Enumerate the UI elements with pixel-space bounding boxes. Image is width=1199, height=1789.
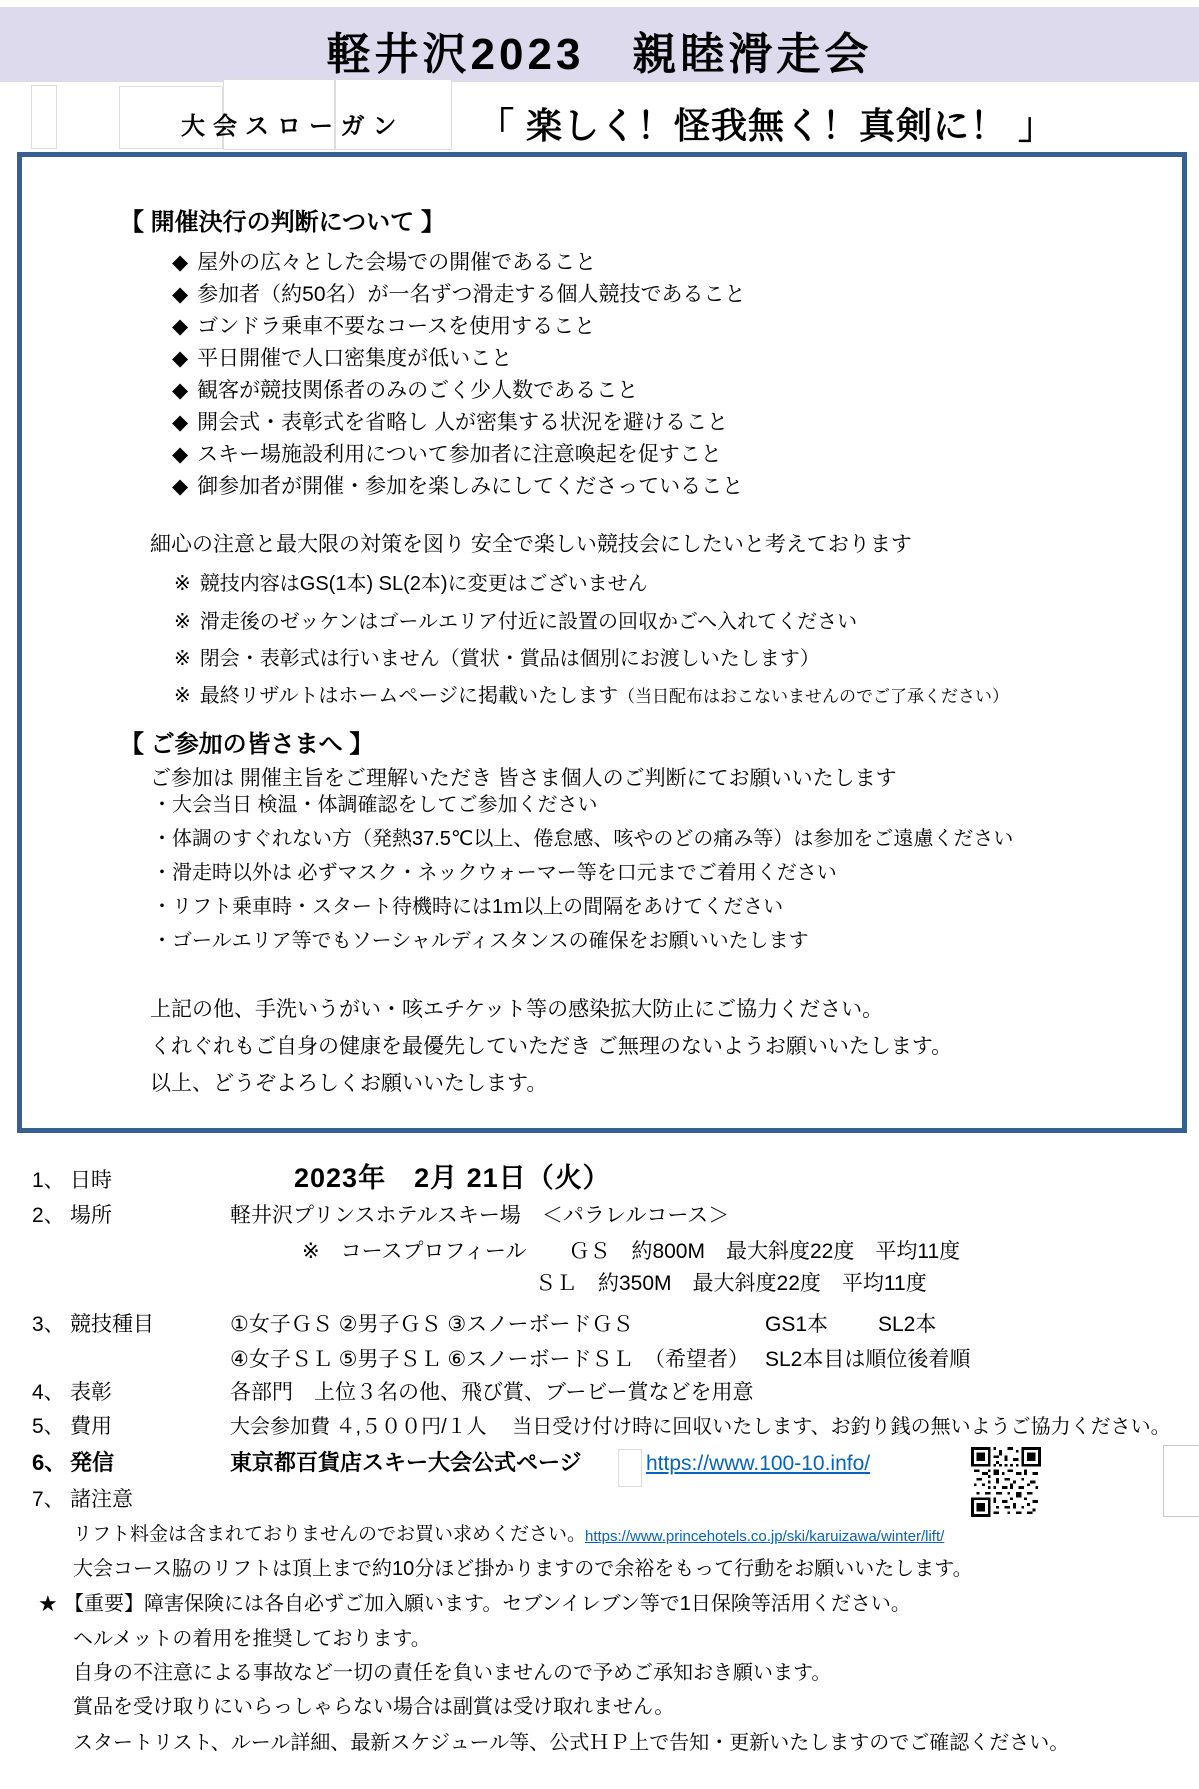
bullet-item xyxy=(152,861,837,886)
row-number: 5、 xyxy=(32,1415,65,1438)
bullet-text: 大会当日 検温・体調確認をしてご参加ください xyxy=(172,794,598,816)
bullet-item xyxy=(172,282,746,308)
slogan-text: 「 楽しく！怪我無く！真剣に！ 」 xyxy=(478,105,1056,146)
events-line2: ④女子ＳＬ ⑤男子ＳＬ ⑥スノーボードＳＬ （希望者） xyxy=(230,1348,750,1371)
row-number: 3、 xyxy=(32,1313,65,1336)
bullet-item xyxy=(172,474,743,500)
dot-icon: ・ xyxy=(152,828,172,850)
diamond-icon: ◆ xyxy=(172,283,189,306)
row-label: 競技種目 xyxy=(70,1313,154,1336)
bullet-text: 滑走時以外は 必ずマスク・ネックウォーマー等を口元までご着用ください xyxy=(172,862,837,884)
bullet-text: リフト乗車時・スタート待機時には1ｍ以上の間隔をあけてください xyxy=(172,896,784,918)
dot-icon: ・ xyxy=(152,794,172,816)
row-number: 4、 xyxy=(32,1381,65,1404)
note-item xyxy=(174,647,820,672)
closing-line: 上記の他、手洗いうがい・咳エチケット等の感染拡大防止にご協力ください。 xyxy=(150,998,884,1021)
empty-cell-box xyxy=(1163,1445,1199,1517)
slogan-label: 大会スローガン xyxy=(181,113,405,140)
note-subtext: （当日配布はおこないませんのでご了承ください） xyxy=(617,687,1009,706)
diamond-icon: ◆ xyxy=(172,379,189,402)
note-line: 自身の不注意による事故など一切の責任を負いませんので予めご承知おき願います。 xyxy=(73,1662,832,1684)
bullet-item xyxy=(172,346,512,372)
diamond-icon: ◆ xyxy=(172,315,189,338)
kome-icon: ※ xyxy=(174,648,191,670)
row-label: 発信 xyxy=(70,1450,115,1475)
course-profile-gs: ※ コースプロフィール ＧＳ 約800M 最大斜度22度 平均11度 xyxy=(302,1240,961,1263)
qr-code xyxy=(971,1447,1041,1517)
dot-icon: ・ xyxy=(152,896,172,918)
bullet-text: 参加者（約50名）が一名ずつ滑走する個人競技であること xyxy=(197,283,746,306)
course-profile-sl: ＳＬ 約350M 最大斜度22度 平均11度 xyxy=(535,1272,927,1295)
closing-line: くれぐれもご自身の健康を最優先していただき ご無理のないようお願いいたします。 xyxy=(150,1035,953,1058)
bullet-text: ゴールエリア等でもソーシャルディスタンスの確保をお願いいたします xyxy=(172,930,809,952)
bullet-text: 屋外の広々とした会場での開催であること xyxy=(197,251,597,274)
section2-heading: 【 ご参加の皆さまへ 】 xyxy=(120,731,374,758)
row-label: 費用 xyxy=(70,1415,112,1438)
kome-icon: ※ xyxy=(174,611,191,633)
bullet-item xyxy=(172,250,596,276)
note-line: ヘルメットの着用を推奨しております。 xyxy=(73,1628,431,1650)
diamond-icon: ◆ xyxy=(172,251,189,274)
section1-heading: 【 開催決行の判断について 】 xyxy=(120,209,445,236)
bullet-text: ゴンドラ乗車不要なコースを使用すること xyxy=(197,315,596,338)
row-label: 表彰 xyxy=(70,1381,112,1404)
bullet-item xyxy=(172,442,722,468)
kome-icon: ※ xyxy=(174,573,191,595)
bullet-item xyxy=(152,929,809,954)
closing-line: 以上、どうぞよろしくお願いいたします。 xyxy=(150,1072,548,1095)
cell-artifact xyxy=(31,85,57,149)
row-number: 1、 xyxy=(32,1169,65,1192)
bullet-item xyxy=(152,895,783,920)
note-item xyxy=(174,572,648,597)
awards: 各部門 上位３名の他、飛び賞、ブービー賞などを用意 xyxy=(230,1381,754,1404)
row-number: 6、 xyxy=(32,1450,67,1475)
note-line: スタートリスト、ルール詳細、最新スケジュール等、公式ＨＰ上で告知・更新いたしますのでご確認ください。 xyxy=(73,1732,1070,1754)
row-number: 7、 xyxy=(32,1488,65,1511)
official-site-link[interactable]: https://www.100-10.info/ xyxy=(646,1452,871,1475)
diamond-icon: ◆ xyxy=(172,475,189,498)
note-line: 賞品を受け取りにいらっしゃらない場合は副賞は受け取れません。 xyxy=(73,1696,675,1718)
note-line-important: 【重要】障害保険には各自必ずご加入願います。セブンイレブン等で1日保険等活用ください。 xyxy=(64,1593,911,1615)
star-icon: ★ xyxy=(38,1591,58,1616)
note-text: 閉会・表彰式は行いません（賞状・賞品は個別にお渡しいたします） xyxy=(199,648,820,670)
section2-lead: ご参加は 開催主旨をご理解いただき 皆さま個人のご判断にてお願いいたします xyxy=(150,767,897,790)
bullet-item xyxy=(172,378,638,404)
kome-icon: ※ xyxy=(174,685,191,707)
diamond-icon: ◆ xyxy=(172,443,189,466)
venue: 軽井沢プリンスホテルスキー場 ＜パラレルコース＞ xyxy=(230,1204,730,1227)
bullet-item xyxy=(172,410,728,436)
dot-icon: ・ xyxy=(152,930,172,952)
bullet-item xyxy=(152,827,1013,852)
events-line1-runs-gs: GS1本 xyxy=(765,1313,829,1336)
events-line2-note: SL2本目は順位後着順 xyxy=(765,1348,971,1371)
bullet-text: 平日開催で人口密集度が低いこと xyxy=(197,347,513,370)
bullet-text: 観客が競技関係者のみのごく少人数であること xyxy=(197,379,639,402)
official-page-label: 東京都百貨店スキー大会公式ページ xyxy=(230,1450,582,1475)
bullet-text: 開会式・表彰式を省略し 人が密集する状況を避けること xyxy=(197,411,728,434)
dot-icon: ・ xyxy=(152,862,172,884)
note-line: リフト料金は含まれておりませんのでお買い求めください。 xyxy=(73,1524,587,1545)
section1-lead: 細心の注意と最大限の対策を図り 安全で楽しい競技会にしたいと考えております xyxy=(150,533,912,556)
lift-ticket-link[interactable]: https://www.princehotels.co.jp/ski/karuizawa/winter/lift/ xyxy=(585,1528,945,1545)
note-text: 競技内容はGS(1本) SL(2本)に変更はございません xyxy=(199,573,648,595)
diamond-icon: ◆ xyxy=(172,411,189,434)
bullet-text: 御参加者が開催・参加を楽しみにしてくださっていること xyxy=(197,475,744,498)
bullet-text: スキー場施設利用について参加者に注意喚起を促すこと xyxy=(197,443,722,466)
events-line1-runs-sl: SL2本 xyxy=(878,1313,937,1336)
note-item xyxy=(174,610,857,635)
fee: 大会参加費 ４,５００円/１人 当日受け付け時に回収いたします、お釣り銭の無いようご協力ください。 xyxy=(230,1416,1171,1438)
bullet-text: 体調のすぐれない方（発熱37.5℃以上、倦怠感、咳やのどの痛み等）は参加をご遠慮ください xyxy=(172,828,1014,850)
row-number: 2、 xyxy=(32,1204,65,1227)
row-label: 場所 xyxy=(70,1204,112,1227)
page-title: 軽井沢2023 親睦滑走会 xyxy=(326,30,873,79)
events-line1: ①女子ＧＳ ②男子ＧＳ ③スノーボードＧＳ xyxy=(230,1313,634,1336)
note-text: 滑走後のゼッケンはゴールエリア付近に設置の回収かごへ入れてください xyxy=(199,611,858,633)
note-line: 大会コース脇のリフトは頂上まで約10分ほど掛かりますので余裕をもって行動をお願いいたします。 xyxy=(73,1558,973,1580)
row-label: 日時 xyxy=(70,1169,112,1192)
diamond-icon: ◆ xyxy=(172,347,189,370)
row-label: 諸注意 xyxy=(70,1488,133,1511)
bullet-item xyxy=(152,793,598,818)
bullet-item xyxy=(172,314,595,340)
event-date: 2023年 2月 21日（火） xyxy=(294,1163,611,1193)
note-text: 最終リザルトはホームページに掲載いたします xyxy=(199,685,618,707)
cell-artifact xyxy=(618,1449,642,1487)
note-item xyxy=(174,684,1009,709)
